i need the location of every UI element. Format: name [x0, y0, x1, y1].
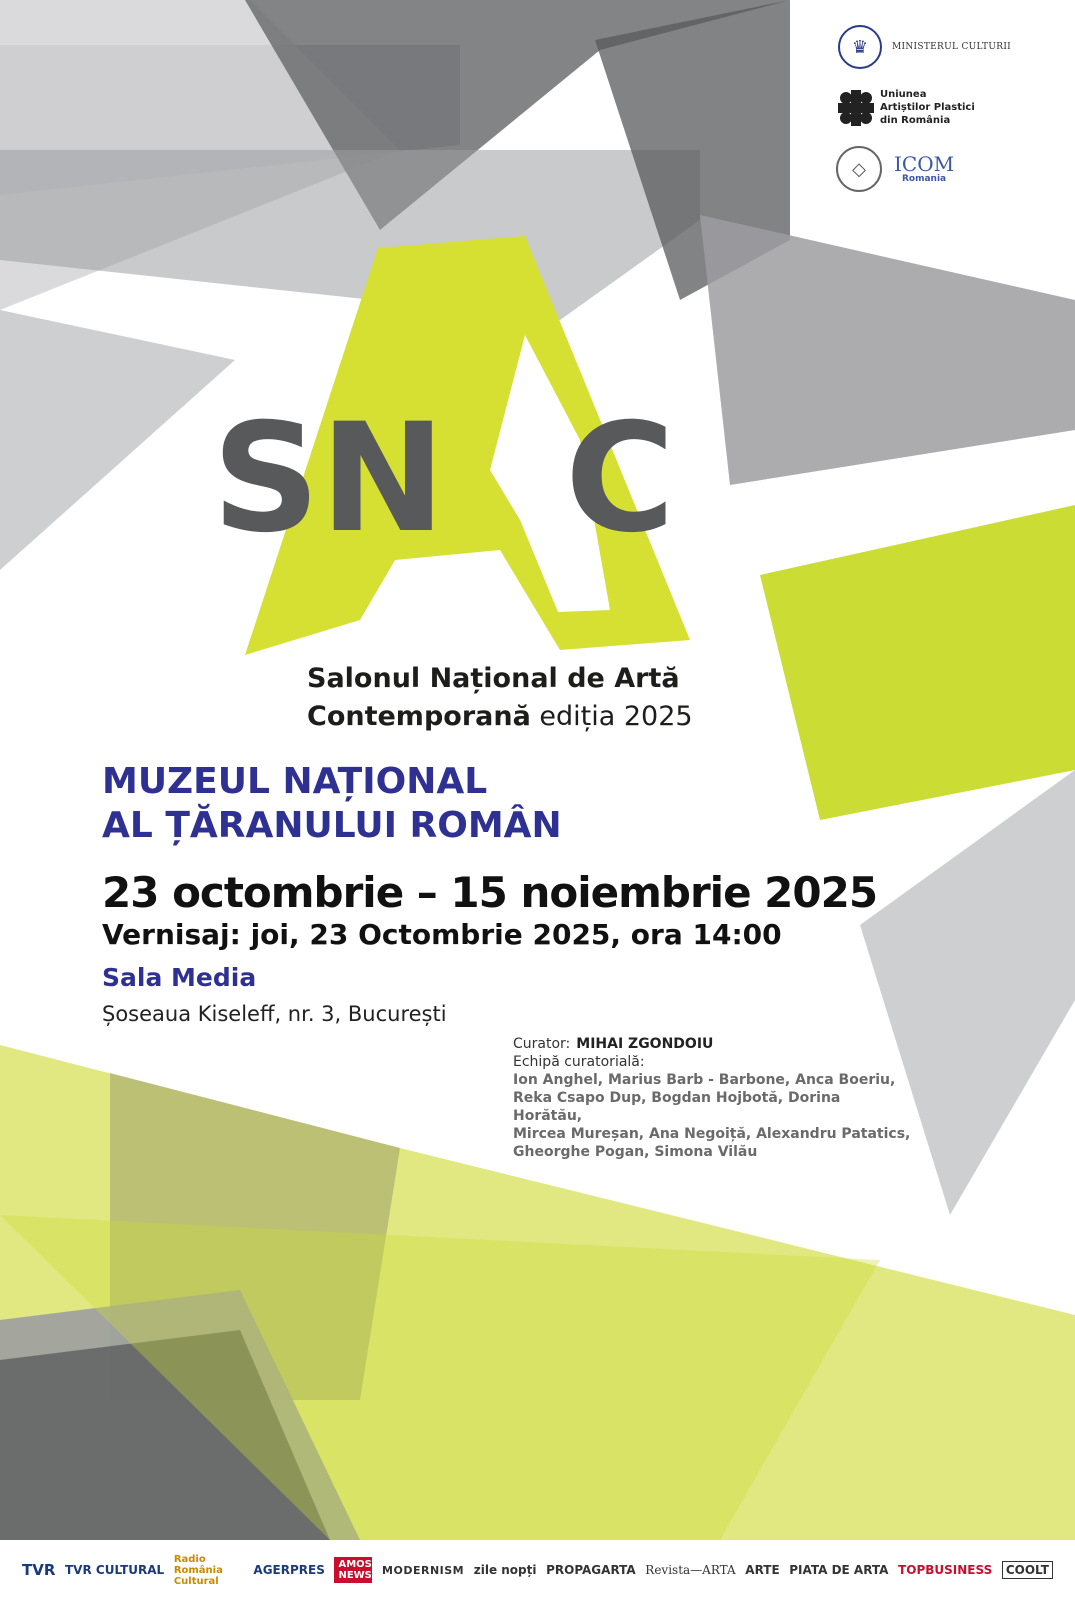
ministry-label: MINISTERUL CULTURII — [892, 42, 1012, 52]
team-label: Echipă curatorială: — [513, 1054, 645, 1070]
team-line-4: Gheorghe Pogan, Simona Vilău — [513, 1144, 758, 1160]
media-partner-agerpres: AGERPRES — [253, 1563, 325, 1577]
uap-line-3: din România — [880, 115, 951, 126]
media-partner-tvr-cultural: TVR CULTURAL — [65, 1563, 165, 1577]
venue-address: Șoseaua Kiseleff, nr. 3, București — [102, 1002, 447, 1026]
venue-line-1: MUZEUL NAȚIONAL — [102, 761, 488, 802]
media-partner-piata-de-arta: PIATA DE ARTA — [789, 1563, 889, 1577]
bg-shape-lime-right — [760, 505, 1075, 820]
media-partner-tvr: TVR — [22, 1561, 56, 1579]
bg-shape-right-gray — [700, 215, 1075, 485]
room-name: Sala Media — [102, 963, 257, 992]
media-partner-arte: ARTE — [745, 1563, 780, 1577]
logo-letter-n: N — [320, 392, 440, 566]
team-line-2: Reka Csapo Dup, Bogdan Hojbotă, Dorina Horătău, — [513, 1090, 841, 1124]
team-line-3: Mircea Mureșan, Ana Negoiță, Alexandru Patatics, — [513, 1126, 911, 1142]
team-line-1: Ion Anghel, Marius Barb - Barbone, Anca Boeriu, — [513, 1072, 896, 1088]
media-partner-radio-romania-cultural: Radio România Cultural — [173, 1553, 223, 1587]
bg-shape-left-wedge — [0, 310, 235, 570]
media-partner-zile-nopti: zile nopți — [473, 1563, 537, 1577]
exhibition-dates: 23 octombrie – 15 noiembrie 2025 — [102, 868, 878, 917]
uap-line-1: Uniunea — [880, 89, 927, 100]
media-partner-modernism: MODERNISM — [382, 1563, 465, 1577]
logo-letter-c: C — [565, 392, 670, 566]
uap-logo-icon — [838, 90, 874, 126]
crest-icon: ♛ — [838, 25, 882, 69]
icom-logo — [836, 146, 954, 192]
curator-name: MIHAI ZGONDOIU — [576, 1036, 714, 1052]
edition-label: ediția 2025 — [539, 701, 693, 732]
curatorial-info — [513, 1035, 913, 1161]
media-partner-amos-news: AMOS NEWS — [334, 1557, 372, 1583]
opening-info: Vernisaj: joi, 23 Octombrie 2025, ora 14:00 — [102, 918, 782, 951]
uap-line-2: Artiștilor Plastici — [880, 102, 975, 113]
media-partner-coolt: COOLT — [1002, 1561, 1053, 1579]
media-partner-propagarta: PROPAGARTA — [546, 1563, 636, 1577]
ministry-of-culture-logo — [838, 25, 1011, 69]
icom-word: ICOM — [894, 152, 955, 176]
media-partner-revista-arta: Revista—ARTA — [645, 1563, 736, 1577]
media-partners-strip — [0, 1540, 1075, 1600]
title-line-1: Salonul Național de Artă — [307, 663, 680, 694]
uap-logo — [838, 88, 975, 127]
bg-shape-mid-band — [0, 150, 700, 320]
curator-label: Curator: — [513, 1036, 571, 1052]
icom-sub: Romania — [901, 174, 947, 184]
title-line-2: Contemporană — [307, 701, 531, 732]
media-partner-topbusiness: TOPBUSINESS — [898, 1563, 993, 1577]
icom-seal-icon: ◇ — [836, 146, 882, 192]
venue-name — [102, 760, 562, 848]
exhibition-title — [307, 660, 693, 736]
logo-letter-s: S — [212, 392, 315, 566]
venue-line-2: AL ȚĂRANULUI ROMÂN — [102, 805, 562, 846]
